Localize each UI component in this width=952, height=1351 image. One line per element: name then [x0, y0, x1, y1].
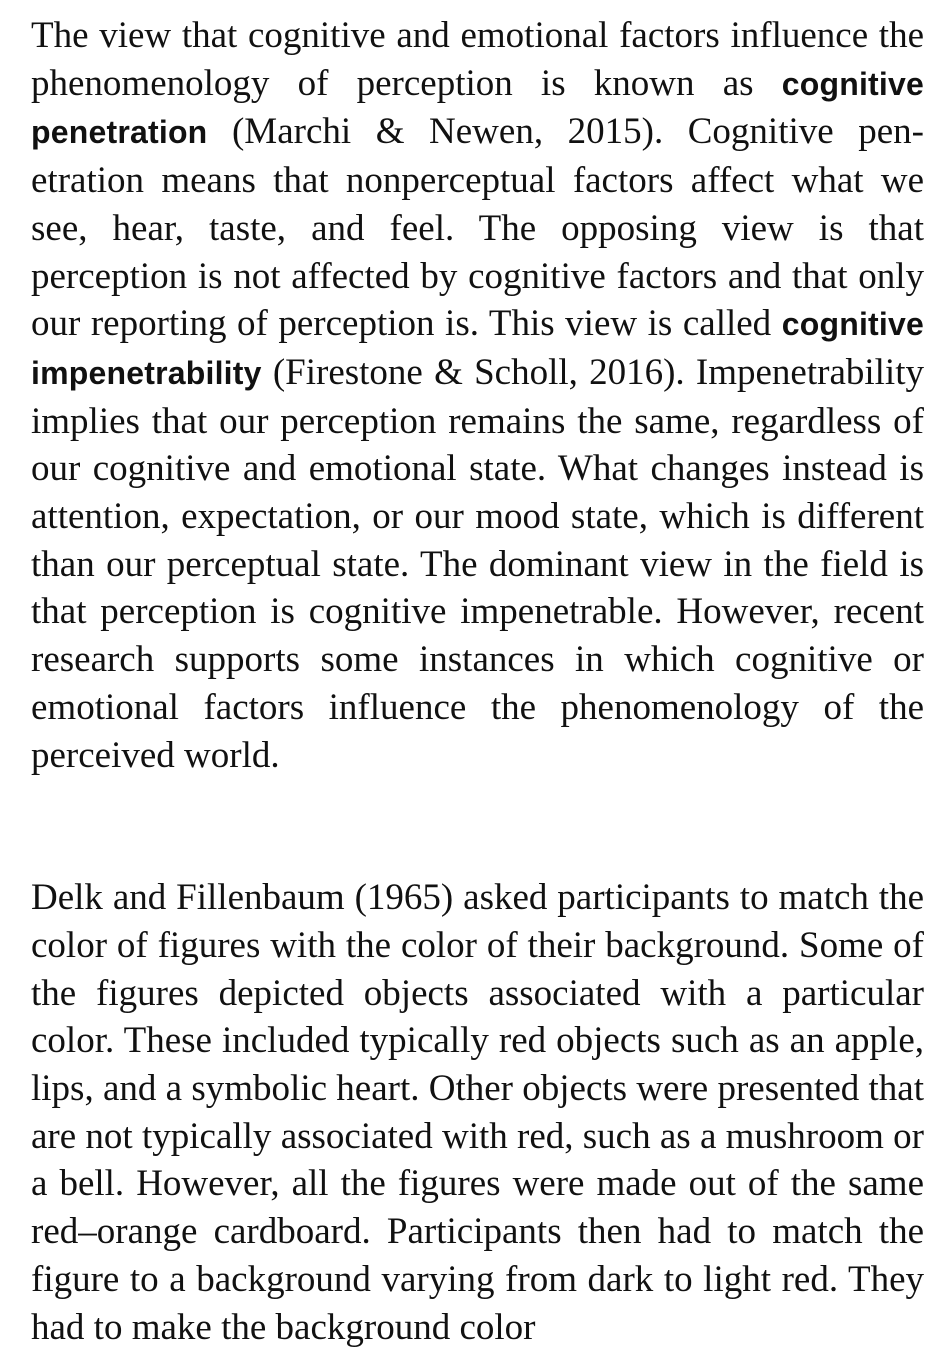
paragraph-delk-fillenbaum [31, 874, 924, 1351]
key-term-cognitive-penetration: cognitive penetration [31, 65, 924, 151]
paragraph-text: (Firestone & Scholl, 2016). Impenetrability implies that our perception remains the same, regardless of our cognitive and emotional state. What changes instead is attention, expectation, or our mood state, which is different than our perceptual state. The dominant view in the field is that perception is cognitive impenetrable. However, recent research supports some instances in which cognitive or emotional factors influence the phenomenology of the perceived world. [31, 351, 924, 776]
paragraph-text: (Marchi & Newen, 2015). Cognitive penetration means that nonperceptual factors affect what we see, hear, taste, and feel. The opposing view is that perception is not affected by cognitive factors and that only our reporting of perception is. This view is called [31, 111, 924, 345]
key-term-cognitive-impenetrability: cognitive impenetrability [31, 306, 924, 391]
paragraph-cognitive-penetration [31, 12, 924, 779]
paragraph-text: Delk and Fillenbaum (1965) asked participants to match the color of figures with the color of their background. Some of the figures depicted objects associated with a particular color. These included typically red objects such as an apple, lips, and a symbolic heart. Other objects were presented that are not typically associated with red, such as a mushroom or a bell. However, all the figures were made out of the same red–orange cardboard. Participants then had to match the figure to a background varying from dark to light red. They had to make the background color [31, 877, 924, 1348]
document-page [31, 12, 924, 1351]
paragraph-text: The view that cognitive and emotional factors influence the phenomenology of perception is known as [31, 15, 924, 104]
